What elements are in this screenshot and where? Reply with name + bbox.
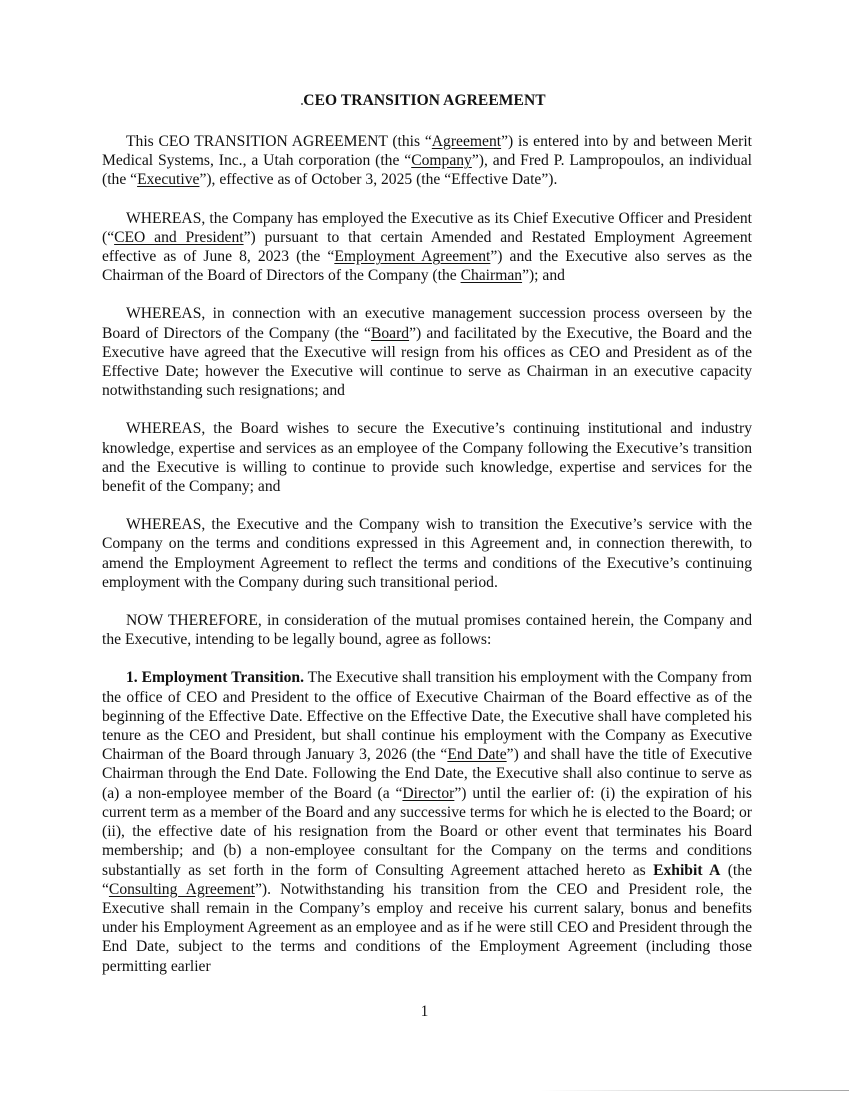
defined-term-executive: Executive (137, 171, 200, 189)
page-number: 1 (420, 1003, 429, 1020)
whereas-paragraph-2: WHEREAS, in connection with an executive management succession process overseen by the Board of Directors of the Company (the “Board”) and facilitated by the Executive, the Board and the Executive have agreed that the Executive will resign from his offices as CEO and President as of the Effective Date; however the Executive will continue to serve as Chairman in an executive capacity notwithstanding such resignations; and (102, 305, 752, 400)
defined-term-ceo-president: CEO and President (114, 228, 244, 246)
defined-term-employment-agreement: Employment Agreement (334, 248, 491, 266)
exhibit-reference: Exhibit A (653, 861, 721, 879)
defined-term-end-date: End Date (447, 746, 507, 764)
whereas-paragraph-3: WHEREAS, the Board wishes to secure the Executive’s continuing institutional and industry knowledge, expertise and services as an employee of the Company following the Executive’s transition and the Executive is willing to continue to provide such knowledge, expertise and services for the benefit of the Company; and (102, 420, 752, 496)
whereas-paragraph-1: WHEREAS, the Company has employed the Executive as its Chief Executive Officer and President (“CEO and President”) pursuant to that certain Amended and Restated Employment Agreement effective as of June 8, 2023 (the “Employment Agreement”) and the Executive also serves as the Chairman of the Board of Directors of the Company (the Chairman”); and (102, 209, 752, 285)
defined-term-agreement: Agreement (431, 133, 502, 150)
defined-term-company: Company (411, 152, 472, 170)
now-therefore-paragraph: NOW THEREFORE, in consideration of the mutual promises contained herein, the Company and the Executive, intending to be legally bound, agree as follows: (102, 612, 752, 649)
whereas-paragraph-4: WHEREAS, the Executive and the Company wish to transition the Executive’s service with the Company on the terms and conditions expressed in this Agreement and, in connection therewith, to amend the Employment Agreement to reflect the terms and conditions of the Executive’s continuing employment with the Company during such transitional period. (102, 516, 752, 591)
scan-edge-line (540, 1090, 849, 1091)
defined-term-chairman: Chairman (460, 267, 523, 285)
defined-term-board: Board (370, 324, 410, 342)
section-1-employment-transition: 1. Employment Transition. The Executive shall transition his employment with the Company from the office of CEO and President to the office of Executive Chairman of the Board effective as of the beginning of the Effective Date. Effective on the Effective Date, the Executive shall have completed his tenure as the CEO and President, but shall continue his employment with the Company as Executive Chairman of the Board through January 3, 2026 (the “End Date”) and shall have the title of Executive Chairman through the End Date. Following the End Date, the Executive shall also continue to serve as (a) a non-employee member of the Board (a “Director”) until the earlier of: (i) the expiration of his current term as a member of the Board and any successive terms for which he is elected to the Board; or (ii), the effective date of his resignation from the Board or other event that terminates his Board membership; and (b) a non-employee consultant for the Company on the terms and conditions substantially as set forth in the form of Consulting Agreement attached hereto as Exhibit A (the “Consulting Agreement”). Notwithstanding his transition from the CEO and President role, the Executive shall remain in the Company’s employ and receive his current salary, bonus and benefits under his Employment Agreement as an employee and as if he were still CEO and President through the End Date, subject to the terms and conditions of the Employment Agreement (including those permitting earlier (102, 669, 753, 975)
defined-term-consulting-agreement: Consulting Agreement (108, 880, 255, 898)
defined-term-director: Director (402, 784, 455, 802)
document-title: CEO TRANSITION AGREEMENT (303, 92, 546, 109)
document-body (102, 132, 752, 976)
intro-paragraph: This CEO TRANSITION AGREEMENT (this “Agreement”) is entered into by and between Merit Medical Systems, Inc., a Utah corporation (the “Company”), and Fred P. Lampropoulos, an individual (the “Executive”), effective as of October 3, 2025 (the “Effective Date”). (102, 133, 752, 189)
section-heading: 1. Employment Transition. (126, 669, 304, 687)
